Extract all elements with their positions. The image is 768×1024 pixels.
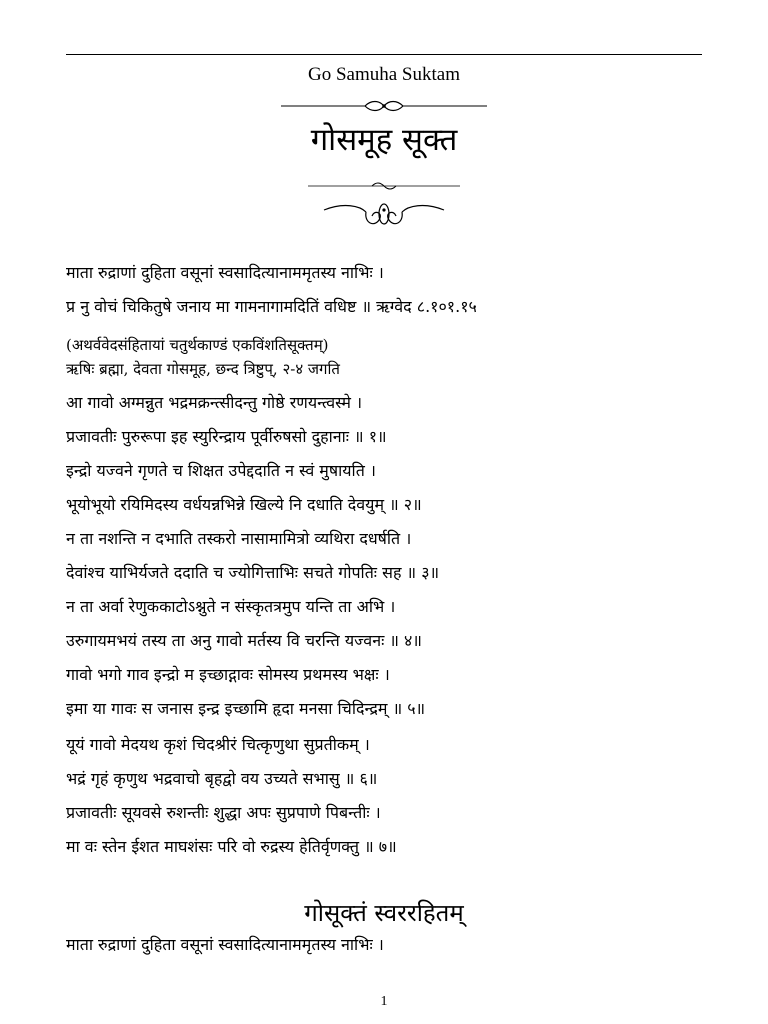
- source-note: (अथर्ववेदसंहितायां चतुर्थकाण्डं एकविंशतिसूक्तम्): [66, 336, 329, 354]
- rishi-devata-line: ऋषिः ब्रह्मा, देवता गोसमूह, छन्द त्रिष्टुप्, २-४ जगति: [66, 360, 340, 378]
- verse-line: आ गावो अग्मन्नुत भद्रमक्रन्त्सीदन्तु गोष्ठे रणयन्त्वस्मे ।: [66, 393, 363, 412]
- verse-line: न ता नशन्ति न दभाति तस्करो नासामामित्रो व्यथिरा दधर्षति ।: [66, 529, 412, 548]
- section-title: गोसूक्तं स्वररहितम्: [304, 899, 464, 927]
- verse-line: प्रजावतीः सूयवसे रुशन्तीः शुद्धा अपः सुप्रपाणे पिबन्तीः ।: [66, 803, 381, 822]
- verse-line: इमा या गावः स जनास इन्द्र इच्छामि हृदा मनसा चिदिन्द्रम् ॥ ५॥: [66, 699, 426, 718]
- flourish-divider-icon: [0, 98, 768, 117]
- verse-line: यूयं गावो मेदयथ कृशं चिदश्रीरं चित्कृणुथा सुप्रतीकम् ।: [66, 735, 370, 754]
- verse-line: न ता अर्वा रेणुककाटोऽश्नुते न संस्कृतत्रमुप यन्ति ता अभि ।: [66, 597, 396, 616]
- swirl-ornament-icon: [0, 180, 768, 240]
- verse-line: उरुगायमभयं तस्य ता अनु गावो मर्तस्य वि चरन्ति यज्वनः ॥ ४॥: [66, 631, 422, 650]
- verse-line: माता रुद्राणां दुहिता वसूनां स्वसादित्यानाममृतस्य नाभिः ।: [66, 935, 384, 954]
- verse-line: भद्रं गृहं कृणुथ भद्रवाचो बृहद्वो वय उच्यते सभासु ॥ ६॥: [66, 769, 378, 788]
- verse-line: माता रुद्राणां दुहिता वसूनां स्वसादित्यानाममृतस्य नाभिः ।: [66, 263, 384, 282]
- verse-line: देवांश्च याभिर्यजते ददाति च ज्योगित्ताभिः सचते गोपतिः सह ॥ ३॥: [66, 563, 440, 582]
- verse-line: प्रजावतीः पुरुरूपा इह स्युरिन्द्राय पूर्वीरुषसो दुहानाः ॥ १॥: [66, 427, 387, 446]
- verse-line: प्र नु वोचं चिकितुषे जनाय मा गामनागामदितिं वधिष्ट ॥ ऋग्वेद ८.१०१.१५: [66, 297, 477, 316]
- verse-line: गावो भगो गाव इन्द्रो म इच्छाद्गावः सोमस्य प्रथमस्य भक्षः ।: [66, 665, 390, 684]
- running-header: Go Samuha Suktam: [308, 64, 460, 85]
- page-number: 1: [380, 994, 388, 1009]
- verse-line: इन्द्रो यज्वने गृणते च शिक्षत उपेद्ददाति न स्वं मुषायति ।: [66, 461, 376, 480]
- verse-line: भूयोभूयो रयिमिदस्य वर्धयन्नभिन्ने खिल्ये नि दधाति देवयुम् ॥ २॥: [66, 495, 422, 514]
- page-title: गोसमूह सूक्त: [310, 122, 458, 158]
- header-rule: [66, 54, 702, 55]
- verse-line: मा वः स्तेन ईशत माघशंसः परि वो रुद्रस्य हेतिर्वृणक्तु ॥ ७॥: [66, 837, 397, 856]
